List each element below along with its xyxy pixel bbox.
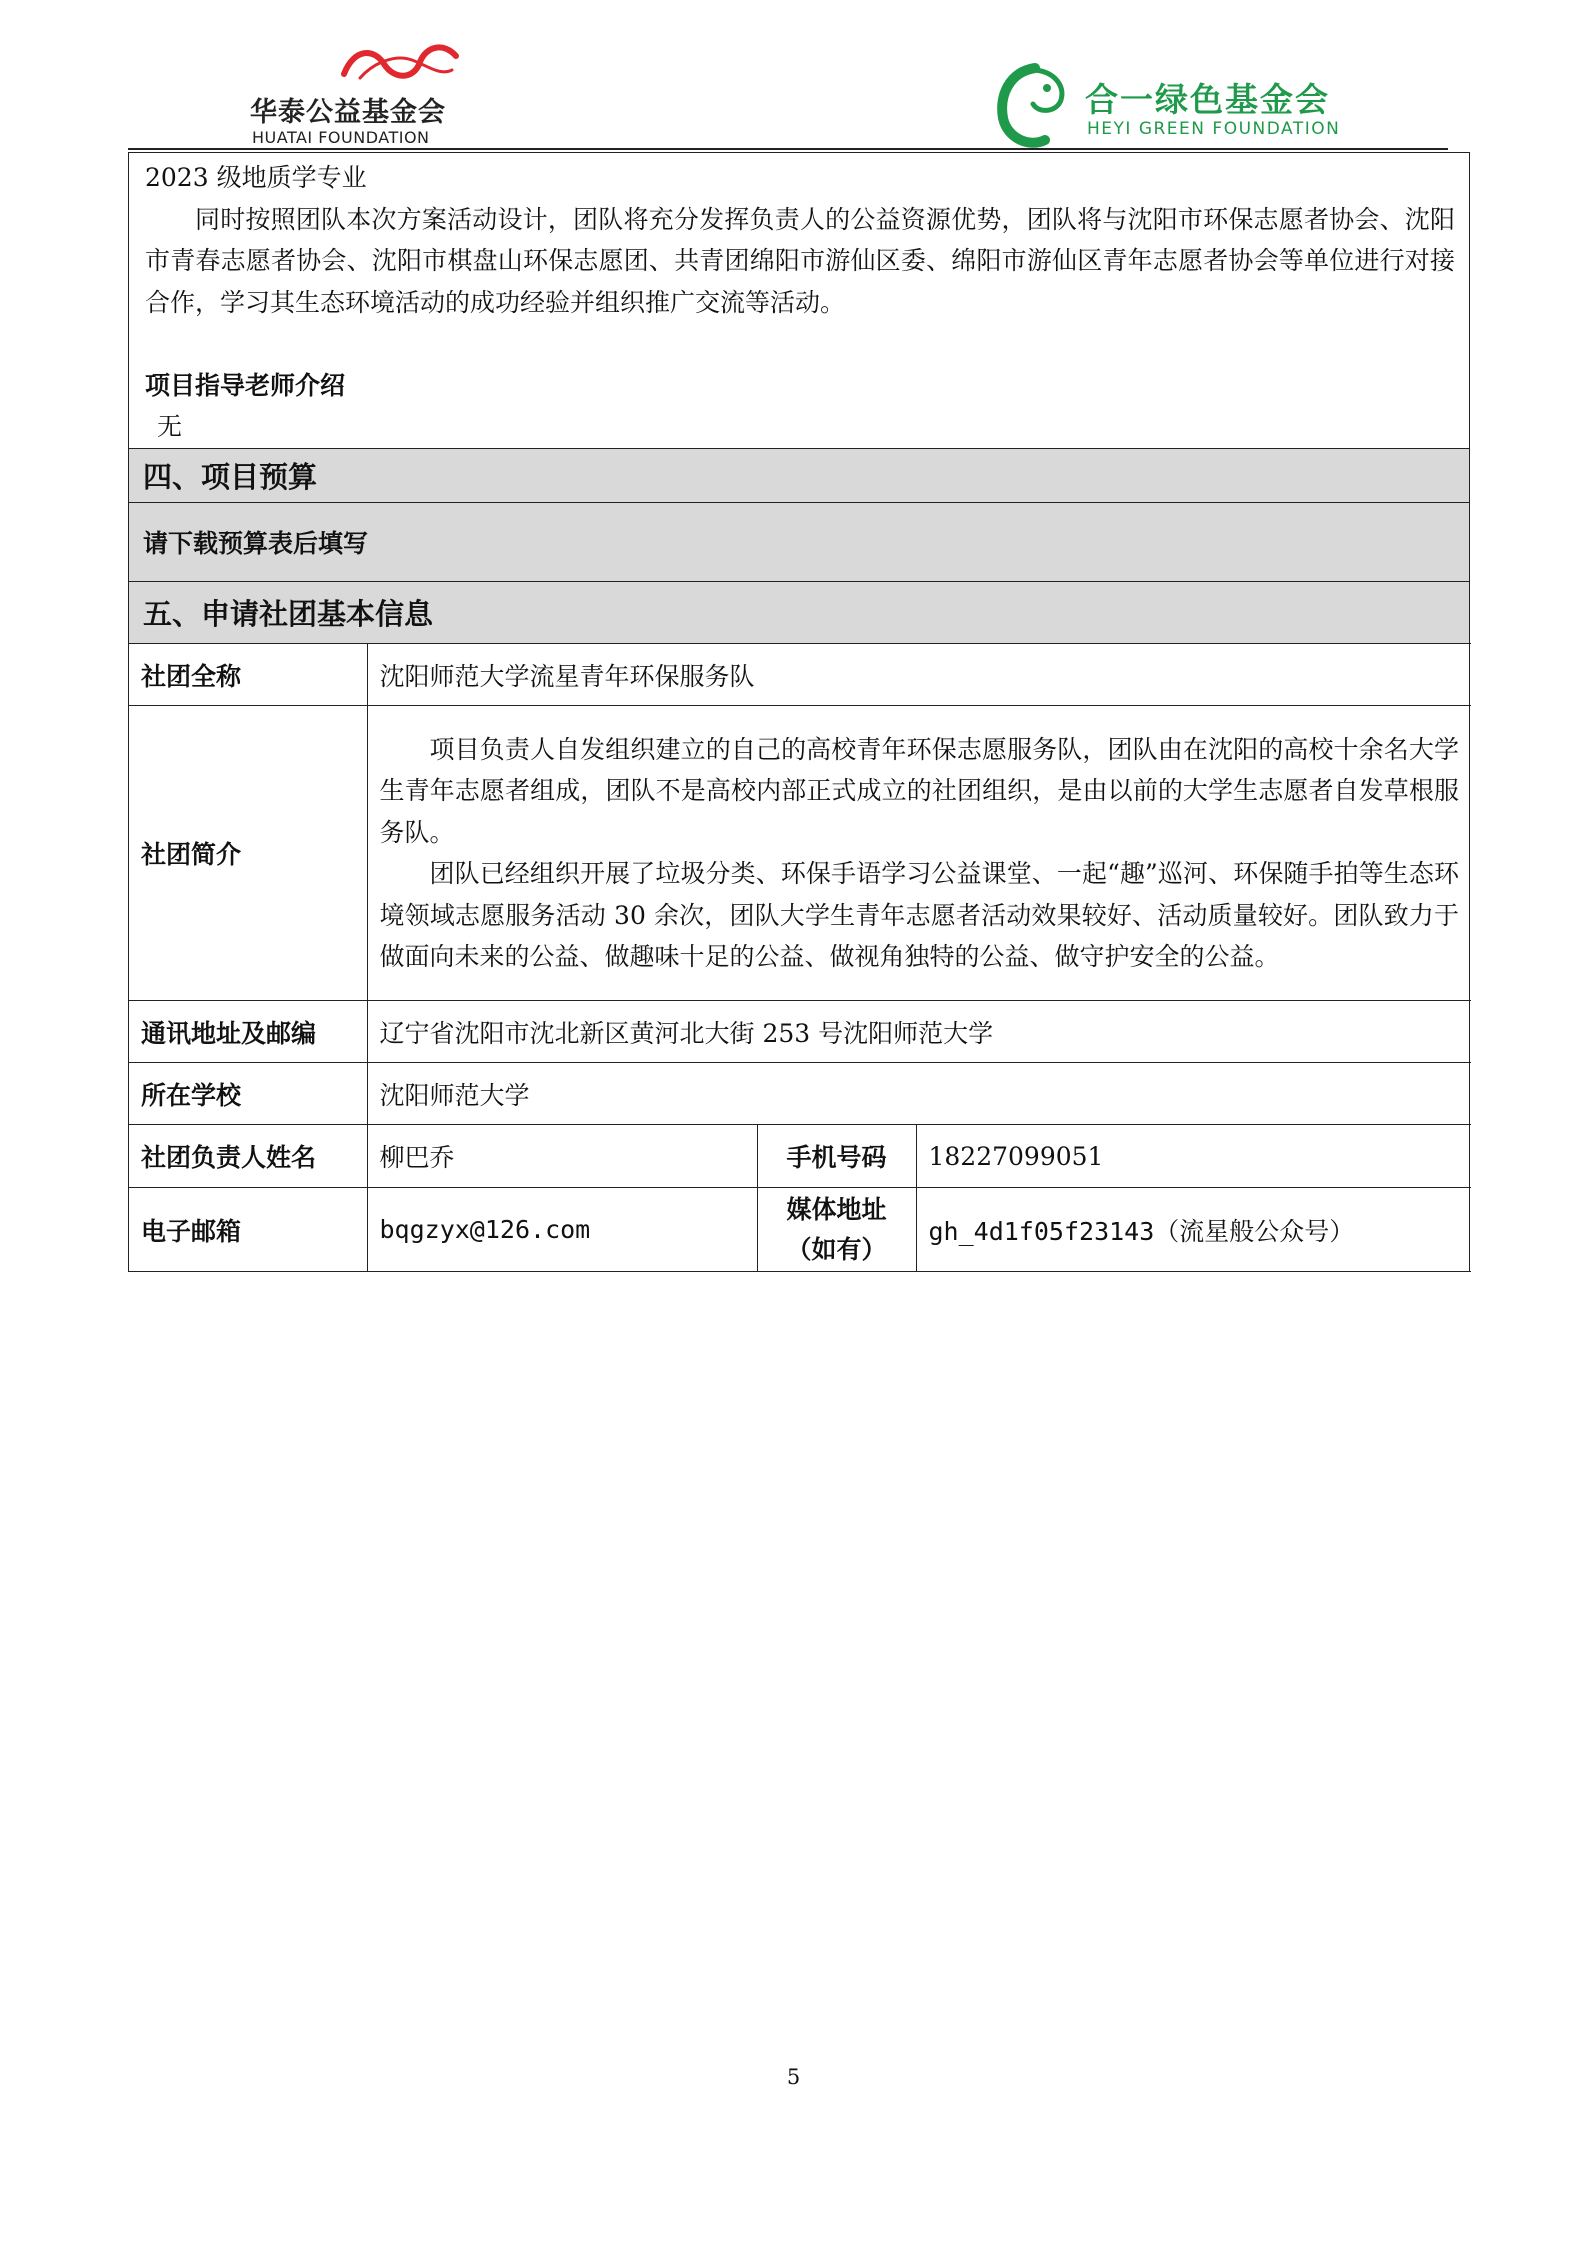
club-name-label: 社团全称 — [129, 644, 367, 706]
section-club-info-header — [129, 581, 1469, 643]
media-label-line1: 媒体地址 — [786, 1194, 887, 1224]
school-value: 沈阳师范大学 — [367, 1063, 1471, 1125]
major-line: 2023 级地质学专业 — [145, 163, 367, 192]
media-label-line2: （如有） — [786, 1234, 887, 1264]
table-row — [129, 1063, 1471, 1125]
club-intro-value — [367, 706, 1471, 1001]
address-value: 辽宁省沈阳市沈北新区黄河北大街 253 号沈阳师范大学 — [367, 1001, 1471, 1063]
form-table — [128, 152, 1470, 1272]
section-club-info-title: 五、申请社团基本信息 — [143, 597, 434, 631]
club-info-table — [129, 643, 1471, 1272]
table-row — [129, 644, 1471, 706]
club-name-value: 沈阳师范大学流星青年环保服务队 — [367, 644, 1471, 706]
table-row — [129, 1001, 1471, 1063]
email-value: bqgzyx@126.com — [367, 1188, 757, 1272]
media-label — [757, 1188, 916, 1272]
media-value: gh_4d1f05f23143（流星般公众号） — [916, 1188, 1471, 1272]
table-row — [129, 1188, 1471, 1272]
phone-label: 手机号码 — [757, 1125, 916, 1188]
table-row — [129, 1125, 1471, 1188]
team-intro-continuation — [129, 153, 1469, 448]
heyi-leaf-icon — [995, 62, 1075, 148]
address-label: 通讯地址及邮编 — [129, 1001, 367, 1063]
phone-value: 18227099051 — [916, 1125, 1471, 1188]
heyi-foundation-logo — [995, 62, 1415, 152]
budget-note: 请下载预算表后填写 — [143, 529, 369, 558]
cooperation-paragraph: 同时按照团队本次方案活动设计，团队将充分发挥负责人的公益资源优势，团队将与沈阳市环保志愿者协会、沈阳市青春志愿者协会、沈阳市棋盘山环保志愿团、共青团绵阳市游仙区委、绵阳市游仙区青年志愿者协会等单位进行对接合作，学习其生态环境活动的成功经验并组织推广交流等活动。 — [145, 204, 1455, 317]
club-intro-para1: 项目负责人自发组织建立的自己的高校青年环保志愿服务队，团队由在沈阳的高校十余名大学生青年志愿者组成，团队不是高校内部正式成立的社团组织，是由以前的大学生志愿者自发草根服务队。 — [379, 734, 1459, 847]
section-budget-header — [129, 448, 1469, 502]
page-number: 5 — [786, 2065, 801, 2089]
heyi-name-cn: 合一绿色基金会 — [1085, 80, 1330, 119]
advisor-value: 无 — [157, 412, 183, 441]
club-intro-para2: 团队已经组织开展了垃圾分类、环保手语学习公益课堂、一起“趣”巡河、环保随手拍等生态环境领域志愿服务活动 30 余次，团队大学生青年志愿者活动效果较好、活动质量较好。团队致力于做面向未来的公益、做趣味十足的公益、做视角独特的公益、做守护安全的公益。 — [379, 859, 1459, 971]
huatai-foundation-logo — [240, 40, 480, 150]
club-intro-label: 社团简介 — [129, 706, 367, 1001]
table-row — [129, 706, 1471, 1001]
heyi-name-en: HEYI GREEN FOUNDATION — [1087, 119, 1341, 139]
huatai-name-cn: 华泰公益基金会 — [250, 97, 446, 128]
header-divider — [128, 148, 1448, 150]
school-label: 所在学校 — [129, 1063, 367, 1125]
section-budget-title: 四、项目预算 — [143, 460, 318, 494]
leader-label: 社团负责人姓名 — [129, 1125, 367, 1188]
page-header — [0, 0, 1587, 150]
huatai-name-en: HUATAI FOUNDATION — [252, 128, 430, 147]
huatai-ribbon-icon — [340, 40, 460, 86]
budget-note-row — [129, 502, 1469, 581]
email-label: 电子邮箱 — [129, 1188, 367, 1272]
advisor-heading: 项目指导老师介绍 — [145, 370, 346, 400]
leader-value: 柳巴乔 — [367, 1125, 757, 1188]
